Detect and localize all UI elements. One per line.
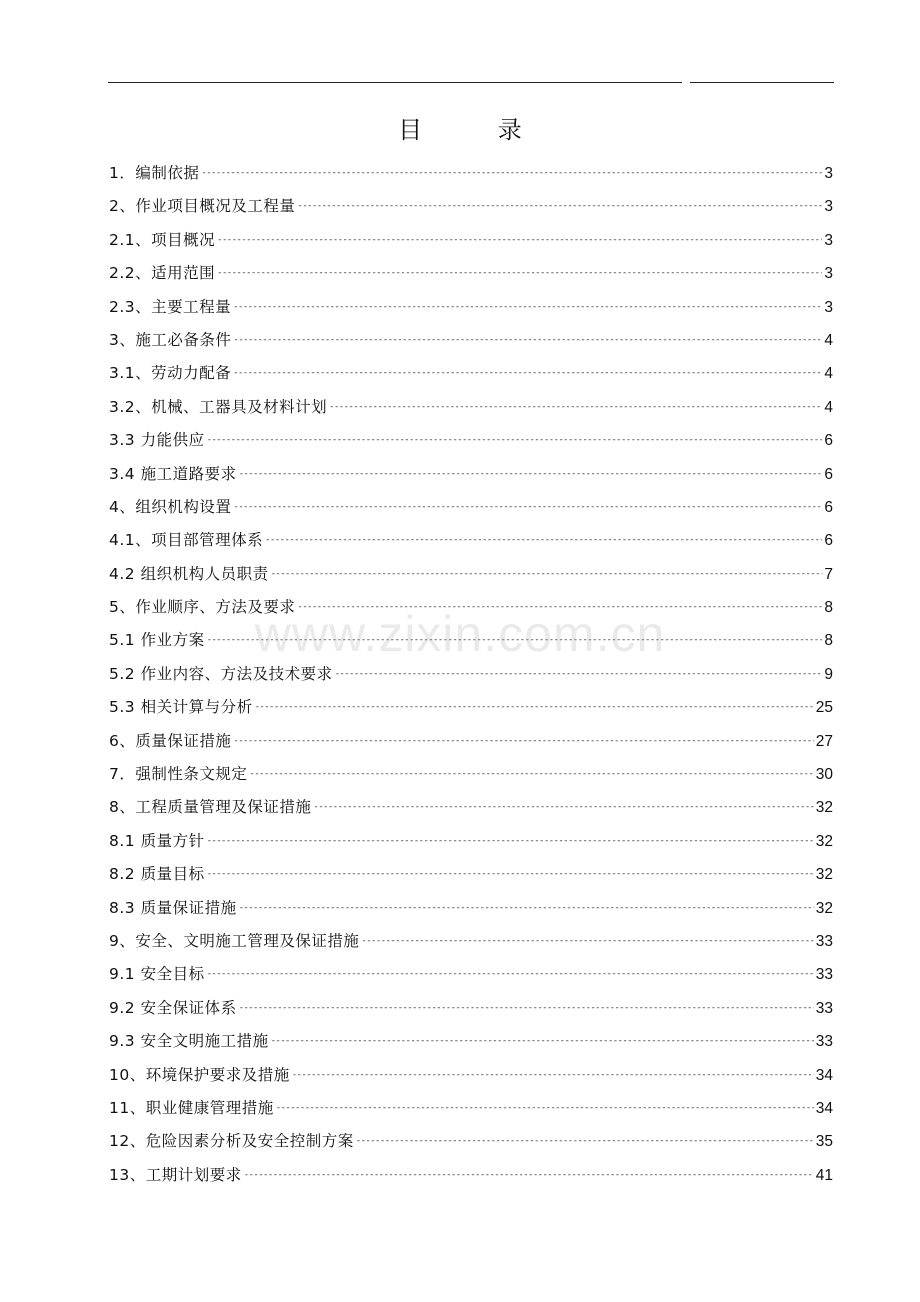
toc-entry-label: 2.2、适用范围 bbox=[109, 264, 216, 283]
toc-dot-leader bbox=[297, 591, 822, 624]
toc-entry-page-number: 4 bbox=[824, 331, 833, 349]
toc-entry-label: 9、安全、文明施工管理及保证措施 bbox=[109, 931, 360, 950]
toc-entry-page-number: 34 bbox=[815, 1066, 833, 1084]
toc-dot-leader bbox=[207, 825, 814, 858]
toc-entry-page-number: 32 bbox=[815, 866, 833, 884]
toc-entry-page-number: 33 bbox=[815, 999, 833, 1017]
toc-entry-label: 13、工期计划要求 bbox=[109, 1165, 242, 1184]
header-rule-right bbox=[690, 82, 834, 83]
toc-entry[interactable] bbox=[109, 391, 833, 424]
table-of-contents bbox=[109, 157, 833, 1192]
toc-entry[interactable] bbox=[109, 758, 833, 791]
toc-entry-label: 10、环境保护要求及措施 bbox=[109, 1065, 290, 1084]
toc-entry[interactable] bbox=[109, 825, 833, 858]
toc-entry-page-number: 9 bbox=[824, 665, 833, 683]
toc-dot-leader bbox=[239, 892, 814, 925]
toc-entry-page-number: 6 bbox=[824, 432, 833, 450]
toc-dot-leader bbox=[356, 1125, 814, 1158]
toc-dot-leader bbox=[217, 257, 822, 290]
toc-entry[interactable] bbox=[109, 1025, 833, 1058]
toc-entry[interactable] bbox=[109, 858, 833, 891]
toc-entry[interactable] bbox=[109, 658, 833, 691]
toc-entry[interactable] bbox=[109, 491, 833, 524]
toc-entry-page-number: 8 bbox=[824, 599, 833, 617]
toc-entry-label: 9.3 安全文明施工措施 bbox=[109, 1032, 269, 1051]
toc-entry[interactable] bbox=[109, 224, 833, 257]
page-title: 目 录 bbox=[398, 116, 556, 144]
toc-entry-label: 3.1、劳动力配备 bbox=[109, 364, 232, 383]
toc-dot-leader bbox=[239, 458, 823, 491]
toc-entry-page-number: 27 bbox=[815, 732, 833, 750]
toc-entry-page-number: 4 bbox=[824, 365, 833, 383]
toc-entry[interactable] bbox=[109, 725, 833, 758]
toc-entry[interactable] bbox=[109, 958, 833, 991]
toc-entry-page-number: 3 bbox=[824, 231, 833, 249]
toc-entry-page-number: 3 bbox=[824, 298, 833, 316]
toc-entry-page-number: 35 bbox=[815, 1133, 833, 1151]
toc-entry-page-number: 6 bbox=[824, 465, 833, 483]
toc-entry-label: 7．强制性条文规定 bbox=[109, 765, 248, 784]
toc-entry-page-number: 33 bbox=[815, 1033, 833, 1051]
toc-dot-leader bbox=[207, 958, 814, 991]
toc-entry[interactable] bbox=[109, 558, 833, 591]
toc-entry[interactable] bbox=[109, 691, 833, 724]
toc-entry[interactable] bbox=[109, 791, 833, 824]
toc-entry[interactable] bbox=[109, 291, 833, 324]
toc-entry-label: 8.1 质量方针 bbox=[109, 831, 205, 850]
toc-entry-label: 12、危险因素分析及安全控制方案 bbox=[109, 1132, 354, 1151]
toc-entry-page-number: 33 bbox=[815, 932, 833, 950]
toc-entry-page-number: 3 bbox=[824, 265, 833, 283]
toc-entry[interactable] bbox=[109, 624, 833, 657]
toc-entry-label: 1．编制依据 bbox=[109, 164, 200, 182]
toc-dot-leader bbox=[297, 190, 822, 223]
toc-entry-label: 9.2 安全保证体系 bbox=[109, 998, 237, 1017]
toc-entry-page-number: 30 bbox=[815, 766, 833, 784]
toc-dot-leader bbox=[276, 1092, 814, 1125]
toc-entry-label: 8、工程质量管理及保证措施 bbox=[109, 798, 312, 817]
toc-entry[interactable] bbox=[109, 190, 833, 223]
toc-entry-page-number: 32 bbox=[815, 832, 833, 850]
toc-entry-label: 9.1 安全目标 bbox=[109, 965, 205, 984]
toc-entry[interactable] bbox=[109, 524, 833, 557]
toc-dot-leader bbox=[207, 624, 823, 657]
toc-dot-leader bbox=[207, 424, 823, 457]
toc-dot-leader bbox=[265, 524, 822, 557]
toc-entry-label: 2、作业项目概况及工程量 bbox=[109, 197, 296, 216]
toc-entry-label: 3、施工必备条件 bbox=[109, 330, 232, 349]
toc-entry[interactable] bbox=[109, 324, 833, 357]
toc-dot-leader bbox=[201, 157, 822, 190]
toc-dot-leader bbox=[271, 558, 823, 591]
toc-entry-label: 6、质量保证措施 bbox=[109, 731, 232, 750]
toc-entry[interactable] bbox=[109, 591, 833, 624]
toc-entry[interactable] bbox=[109, 892, 833, 925]
toc-entry-page-number: 33 bbox=[815, 966, 833, 984]
toc-entry[interactable] bbox=[109, 357, 833, 390]
toc-dot-leader bbox=[217, 224, 822, 257]
toc-entry[interactable] bbox=[109, 992, 833, 1025]
toc-dot-leader bbox=[271, 1025, 814, 1058]
toc-dot-leader bbox=[329, 391, 822, 424]
toc-entry-page-number: 7 bbox=[824, 565, 833, 583]
toc-entry-label: 5.1 作业方案 bbox=[109, 631, 205, 650]
toc-entry-page-number: 4 bbox=[824, 398, 833, 416]
toc-entry[interactable] bbox=[109, 157, 833, 190]
toc-dot-leader bbox=[249, 758, 813, 791]
toc-entry-label: 5.2 作业内容、方法及技术要求 bbox=[109, 664, 333, 683]
toc-entry-page-number: 34 bbox=[815, 1099, 833, 1117]
toc-dot-leader bbox=[361, 925, 813, 958]
header-rule-left bbox=[108, 82, 682, 83]
toc-dot-leader bbox=[207, 858, 814, 891]
toc-entry-label: 8.3 质量保证措施 bbox=[109, 898, 237, 917]
toc-entry-label: 8.2 质量目标 bbox=[109, 865, 205, 884]
toc-dot-leader bbox=[233, 491, 822, 524]
toc-entry-label: 2.1、项目概况 bbox=[109, 230, 216, 249]
toc-entry-label: 5、作业顺序、方法及要求 bbox=[109, 598, 296, 617]
toc-dot-leader bbox=[239, 992, 814, 1025]
toc-entry-label: 4、组织机构设置 bbox=[109, 497, 232, 516]
toc-entry-label: 2.3、主要工程量 bbox=[109, 297, 232, 316]
toc-entry[interactable] bbox=[109, 1159, 833, 1192]
toc-entry[interactable] bbox=[109, 1092, 833, 1125]
toc-dot-leader bbox=[292, 1059, 814, 1092]
toc-dot-leader bbox=[255, 691, 814, 724]
toc-dot-leader bbox=[244, 1159, 814, 1192]
toc-entry-page-number: 8 bbox=[824, 632, 833, 650]
toc-dot-leader bbox=[233, 725, 813, 758]
toc-entry-page-number: 3 bbox=[824, 165, 833, 182]
toc-entry-page-number: 32 bbox=[815, 899, 833, 917]
toc-dot-leader bbox=[233, 324, 822, 357]
toc-entry[interactable] bbox=[109, 1059, 833, 1092]
toc-dot-leader bbox=[313, 791, 813, 824]
toc-entry-page-number: 3 bbox=[824, 198, 833, 216]
toc-dot-leader bbox=[233, 357, 822, 390]
toc-entry-label: 4.1、项目部管理体系 bbox=[109, 531, 264, 550]
toc-entry[interactable] bbox=[109, 424, 833, 457]
toc-entry-page-number: 6 bbox=[824, 532, 833, 550]
toc-entry-label: 4.2 组织机构人员职责 bbox=[109, 564, 269, 583]
toc-entry-page-number: 32 bbox=[815, 799, 833, 817]
toc-entry[interactable] bbox=[109, 925, 833, 958]
toc-entry-label: 11、职业健康管理措施 bbox=[109, 1098, 274, 1117]
toc-dot-leader bbox=[233, 291, 822, 324]
toc-entry-page-number: 25 bbox=[815, 699, 833, 717]
toc-entry-label: 5.3 相关计算与分析 bbox=[109, 698, 253, 717]
toc-entry-page-number: 6 bbox=[824, 498, 833, 516]
toc-entry-page-number: 41 bbox=[815, 1166, 833, 1184]
toc-entry-label: 3.2、机械、工器具及材料计划 bbox=[109, 397, 328, 416]
toc-dot-leader bbox=[335, 658, 823, 691]
toc-entry-label: 3.4 施工道路要求 bbox=[109, 464, 237, 483]
toc-entry[interactable] bbox=[109, 458, 833, 491]
toc-entry-label: 3.3 力能供应 bbox=[109, 431, 205, 450]
toc-entry[interactable] bbox=[109, 1125, 833, 1158]
toc-entry[interactable] bbox=[109, 257, 833, 290]
watermark: www.zixin.com.cn bbox=[254, 606, 666, 662]
